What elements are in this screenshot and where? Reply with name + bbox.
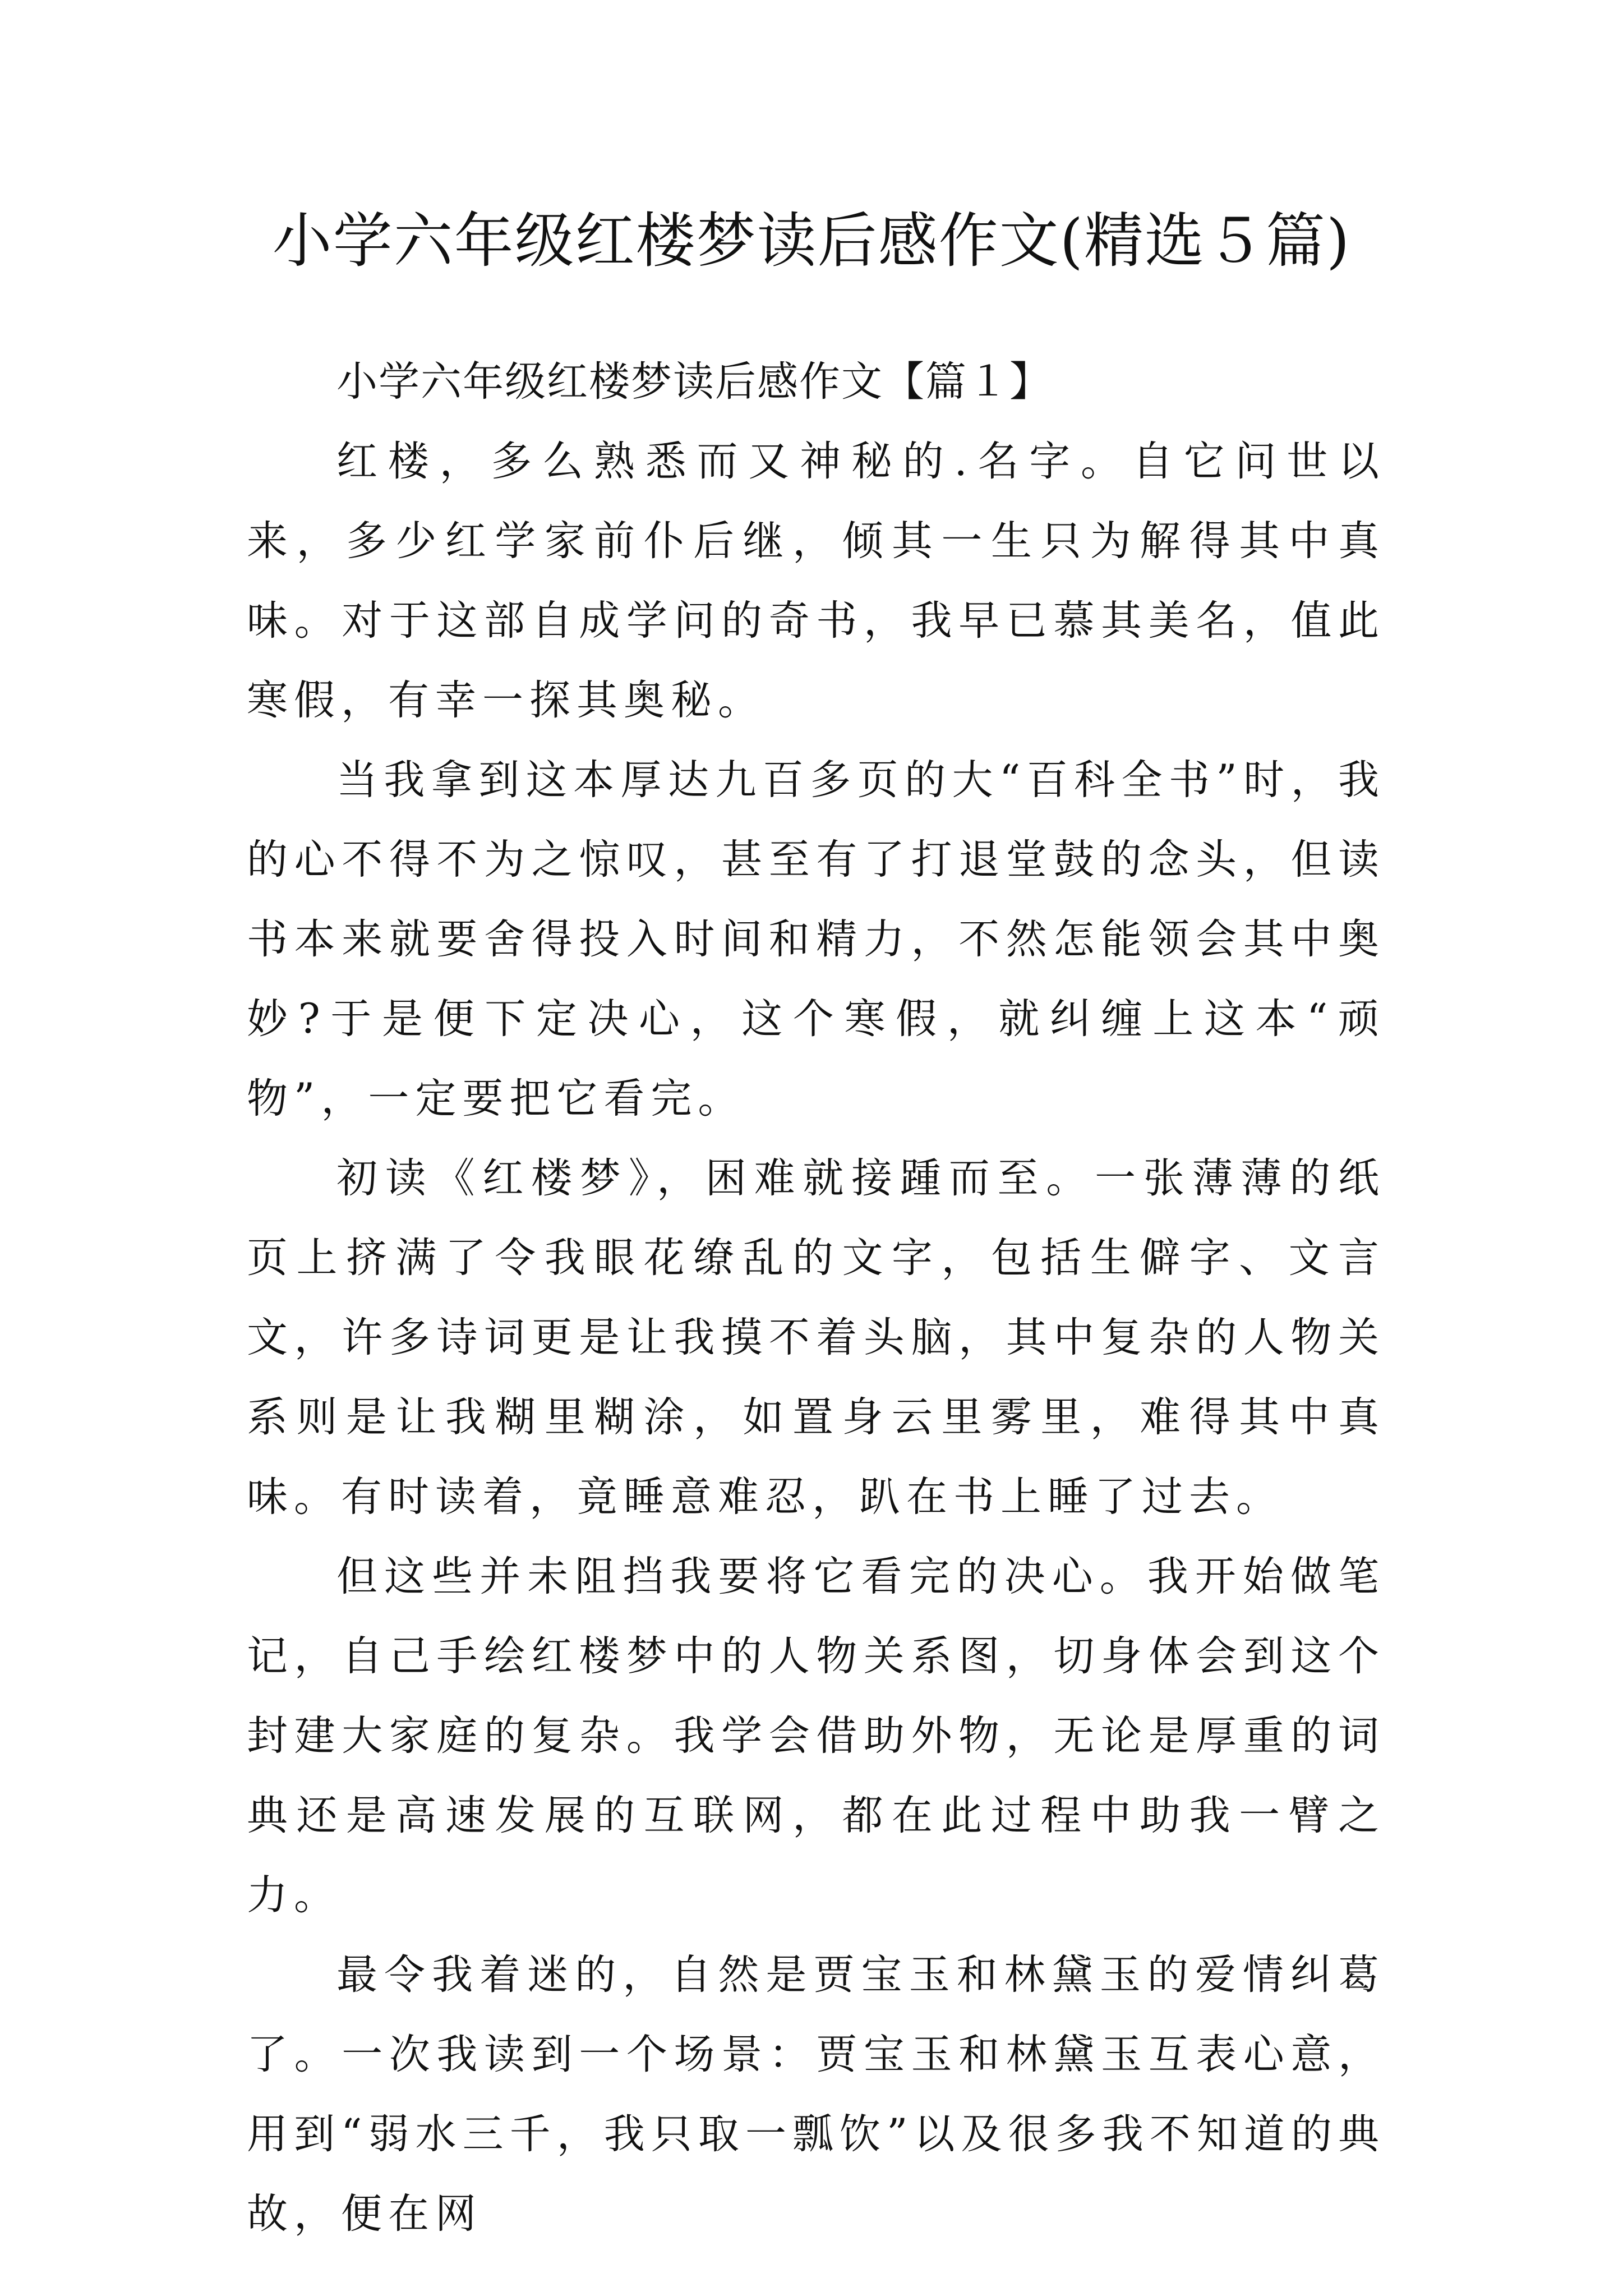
paragraph: 最令我着迷的，自然是贾宝玉和林黛玉的爱情纠葛了。一次我读到一个场景：贾宝玉和林黛玉互表心意，用到“弱水三千，我只取一瓢饮”以及很多我不知道的典故，便在网 xyxy=(247,1951,1385,2238)
paragraph: 当我拿到这本厚达九百多页的大“百科全书”时，我的心不得不为之惊叹，甚至有了打退堂鼓的念头，但读书本来就要舍得投入时间和精力，不然怎能领会其中奥妙?于是便下定决心，这个寒假，就纠缠上这本“顽物”，一定要把它看完。 xyxy=(247,756,1385,1122)
paragraph: 初读《红楼梦》，困难就接踵而至。一张薄薄的纸页上挤满了令我眼花缭乱的文字，包括生僻字、文言文，许多诗词更是让我摸不着头脑，其中复杂的人物关系则是让我糊里糊涂，如置身云里雾里，难得其中真味。有时读着，竟睡意难忍，趴在书上睡了过去。 xyxy=(247,1154,1385,1521)
document-title: 小学六年级红楼梦读后感作文(精选５篇) xyxy=(272,206,1351,275)
paragraph: 但这些并未阻挡我要将它看完的决心。我开始做笔记，自己手绘红楼梦中的人物关系图，切身体会到这个封建大家庭的复杂。我学会借助外物，无论是厚重的词典还是高速发展的互联网，都在此过程中助我一臂之力。 xyxy=(247,1553,1385,1919)
document-body xyxy=(247,342,1385,2254)
paragraph: 红楼，多么熟悉而又神秘的.名字。自它问世以来，多少红学家前仆后继，倾其一生只为解得其中真味。对于这部自成学问的奇书，我早已慕其美名，值此寒假，有幸一探其奥秘。 xyxy=(247,438,1385,724)
section-heading: 小学六年级红楼梦读后感作文【篇１】 xyxy=(336,358,1052,406)
